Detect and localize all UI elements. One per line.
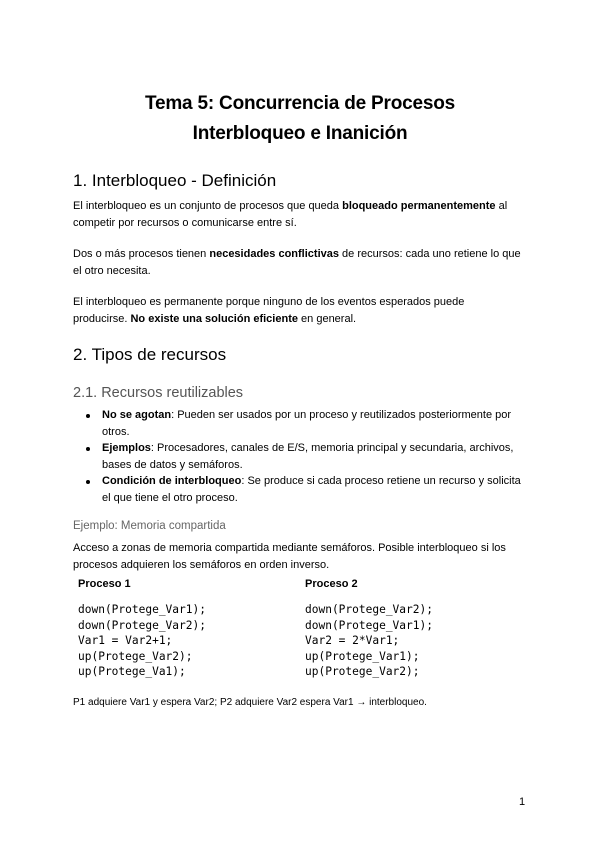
list-item: Condición de interbloqueo: Se produce si cada proceso retiene un recurso y solicita el que tiene el otro proceso.: [73, 473, 533, 506]
code-line: down(Protege_Var1);: [305, 618, 433, 632]
code-line: up(Protege_Var2);: [305, 665, 420, 678]
page-number: 1: [519, 796, 526, 808]
code-line: down(Protege_Var2);: [305, 603, 433, 616]
process-1-label: Proceso 1: [78, 578, 131, 590]
section-2-heading: 2. Tipos de recursos: [73, 345, 227, 364]
subsection-reusable-heading: 2.1. Recursos reutilizables: [73, 385, 244, 401]
process-1-code: [78, 602, 206, 680]
list-item: Ejemplos: Procesadores, canales de E/S, memoria principal y secundaria, archivos, bases de datos y semáforos.: [73, 440, 533, 473]
document-title: Tema 5: Concurrencia de Procesos: [144, 93, 456, 114]
code-line: Var1 = Var2+1;: [78, 634, 173, 647]
document-subtitle: Interbloqueo e Inanición: [192, 123, 408, 144]
reusable-resources-list: [73, 407, 533, 506]
code-line: up(Protege_Var2);: [78, 649, 193, 663]
example-description: Acceso a zonas de memoria compartida mediante semáforos. Posible interbloqueo si los procesos adquieren los semáforos en orden inverso.: [73, 542, 506, 571]
example-footnote: P1 adquiere Var1 y espera Var2; P2 adquiere Var2 espera Var1 → interbloqueo.: [73, 697, 427, 708]
code-line: up(Protege_Va1);: [78, 665, 186, 678]
list-item: No se agotan: Pueden ser usados por un proceso y reutilizados posteriormente por otros.: [73, 407, 533, 440]
paragraph-permanent: El interbloqueo es permanente porque ninguno de los eventos esperados puede producirse. No existe una solución eficiente en general.: [73, 296, 465, 325]
code-line: down(Protege_Var2);: [78, 618, 206, 632]
code-line: up(Protege_Var1);: [305, 649, 420, 663]
section-1-heading: 1. Interbloqueo - Definición: [73, 171, 277, 190]
process-2-code: [305, 602, 433, 680]
code-line: down(Protege_Var1);: [78, 603, 206, 616]
code-line: Var2 = 2*Var1;: [305, 634, 400, 647]
example-heading: Ejemplo: Memoria compartida: [73, 520, 226, 532]
paragraph-definition: El interbloqueo es un conjunto de procesos que queda bloqueado permanentemente al competir por recursos o comunicarse entre sí.: [73, 200, 508, 229]
paragraph-conflict: Dos o más procesos tienen necesidades conflictivas de recursos: cada uno retiene lo que el otro necesita.: [73, 248, 521, 277]
process-2-label: Proceso 2: [305, 578, 358, 590]
